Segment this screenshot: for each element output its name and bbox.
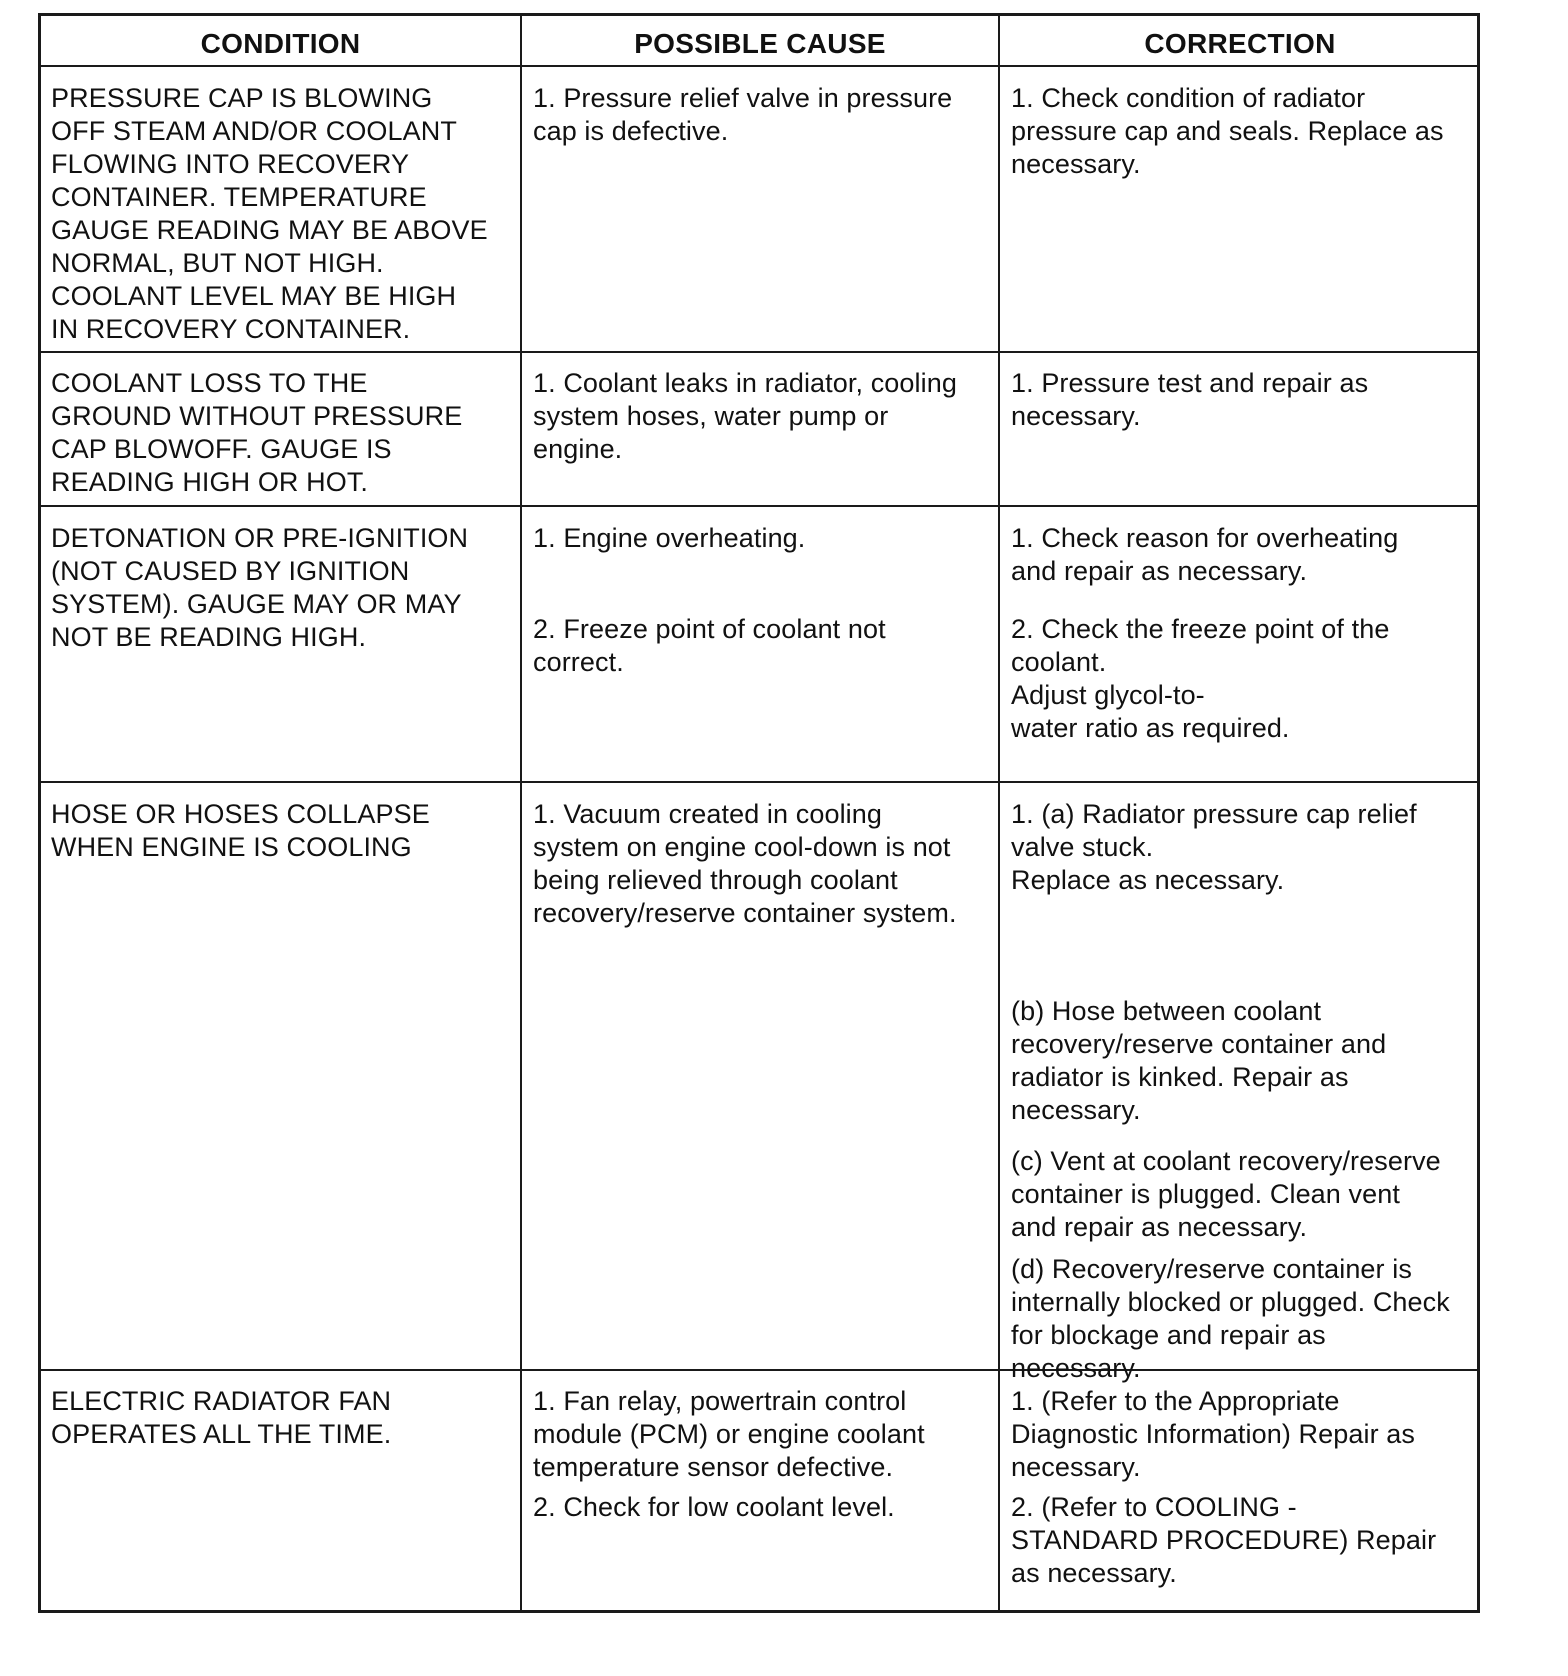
cause-text: 2. Freeze point of coolant not correct. <box>533 614 886 677</box>
correction-text: 1. Pressure test and repair as necessary. <box>1011 368 1369 431</box>
condition-text: PRESSURE CAP IS BLOWING OFF STEAM AND/OR COOLANT FLOWING INTO RECOVERY CONTAINER. TEMPERATURE GAUGE READING MAY BE ABOVE NORMAL, BUT NOT HIGH. COOLANT LEVEL MAY BE HIGH IN RECOVERY CONTAINER. <box>51 83 488 344</box>
header-possible-cause: POSSIBLE CAUSE <box>634 28 886 59</box>
row-4-correction-b <box>1011 995 1477 1127</box>
row-4-cause <box>533 798 993 930</box>
row-2-cause <box>533 367 993 466</box>
correction-text: 1. (Refer to the Appropriate Diagnostic Information) Repair as necessary. <box>1011 1386 1415 1482</box>
header-condition: CONDITION <box>200 28 361 59</box>
row-divider <box>41 351 1477 353</box>
row-3-condition <box>51 522 516 654</box>
row-1-condition <box>51 82 516 346</box>
row-divider <box>41 781 1477 783</box>
diagnosis-table <box>38 13 1480 1613</box>
condition-text: DETONATION OR PRE-IGNITION (NOT CAUSED BY IGNITION SYSTEM). GAUGE MAY OR MAY NOT BE READING HIGH. <box>51 523 469 652</box>
row-4-correction-d <box>1011 1253 1477 1385</box>
row-5-correction-2 <box>1011 1491 1477 1590</box>
cause-text: 1. Fan relay, powertrain control module (PCM) or engine coolant temperature sensor defective. <box>533 1386 925 1482</box>
row-3-cause-2 <box>533 613 993 679</box>
row-1-cause <box>533 82 993 148</box>
row-2-correction <box>1011 367 1477 433</box>
correction-text: 2. Check the freeze point of the coolant. Adjust glycol-to- water ratio as required. <box>1011 614 1390 743</box>
condition-text: ELECTRIC RADIATOR FAN OPERATES ALL THE TIME. <box>51 1386 392 1449</box>
row-4-condition <box>51 798 516 864</box>
cause-text: 2. Check for low coolant level. <box>533 1492 895 1522</box>
correction-text: 2. (Refer to COOLING - STANDARD PROCEDURE) Repair as necessary. <box>1011 1492 1437 1588</box>
header-correction: CORRECTION <box>1144 28 1336 59</box>
correction-text: 1. Check condition of radiator pressure cap and seals. Replace as necessary. <box>1011 83 1444 179</box>
row-divider <box>41 505 1477 507</box>
cause-text: 1. Coolant leaks in radiator, cooling system hoses, water pump or engine. <box>533 368 957 464</box>
row-4-correction-c <box>1011 1145 1477 1244</box>
cause-text: 1. Pressure relief valve in pressure cap is defective. <box>533 83 953 146</box>
cause-text: 1. Engine overheating. <box>533 523 806 553</box>
cause-text: 1. Vacuum created in cooling system on engine cool-down is not being relieved through coolant recovery/reserve container system. <box>533 799 957 928</box>
row-1-correction <box>1011 82 1477 181</box>
correction-text: (d) Recovery/reserve container is internally blocked or plugged. Check for blockage and repair as necessary. <box>1011 1254 1450 1383</box>
row-divider <box>41 65 1477 67</box>
row-4-correction-a <box>1011 798 1477 897</box>
condition-text: HOSE OR HOSES COLLAPSE WHEN ENGINE IS COOLING <box>51 799 430 862</box>
correction-text: 1. Check reason for overheating and repair as necessary. <box>1011 523 1399 586</box>
row-3-cause-1 <box>533 522 993 555</box>
row-3-correction-2 <box>1011 613 1477 745</box>
row-5-cause-2 <box>533 1491 993 1524</box>
row-2-condition <box>51 367 516 499</box>
row-5-correction-1 <box>1011 1385 1477 1484</box>
correction-text: (c) Vent at coolant recovery/reserve container is plugged. Clean vent and repair as necessary. <box>1011 1146 1441 1242</box>
correction-text: 1. (a) Radiator pressure cap relief valve stuck. Replace as necessary. <box>1011 799 1417 895</box>
condition-text: COOLANT LOSS TO THE GROUND WITHOUT PRESSURE CAP BLOWOFF. GAUGE IS READING HIGH OR HOT. <box>51 368 463 497</box>
row-5-cause-1 <box>533 1385 993 1484</box>
row-3-correction-1 <box>1011 522 1477 588</box>
row-5-condition <box>51 1385 516 1451</box>
correction-text: (b) Hose between coolant recovery/reserve container and radiator is kinked. Repair as necessary. <box>1011 996 1387 1125</box>
